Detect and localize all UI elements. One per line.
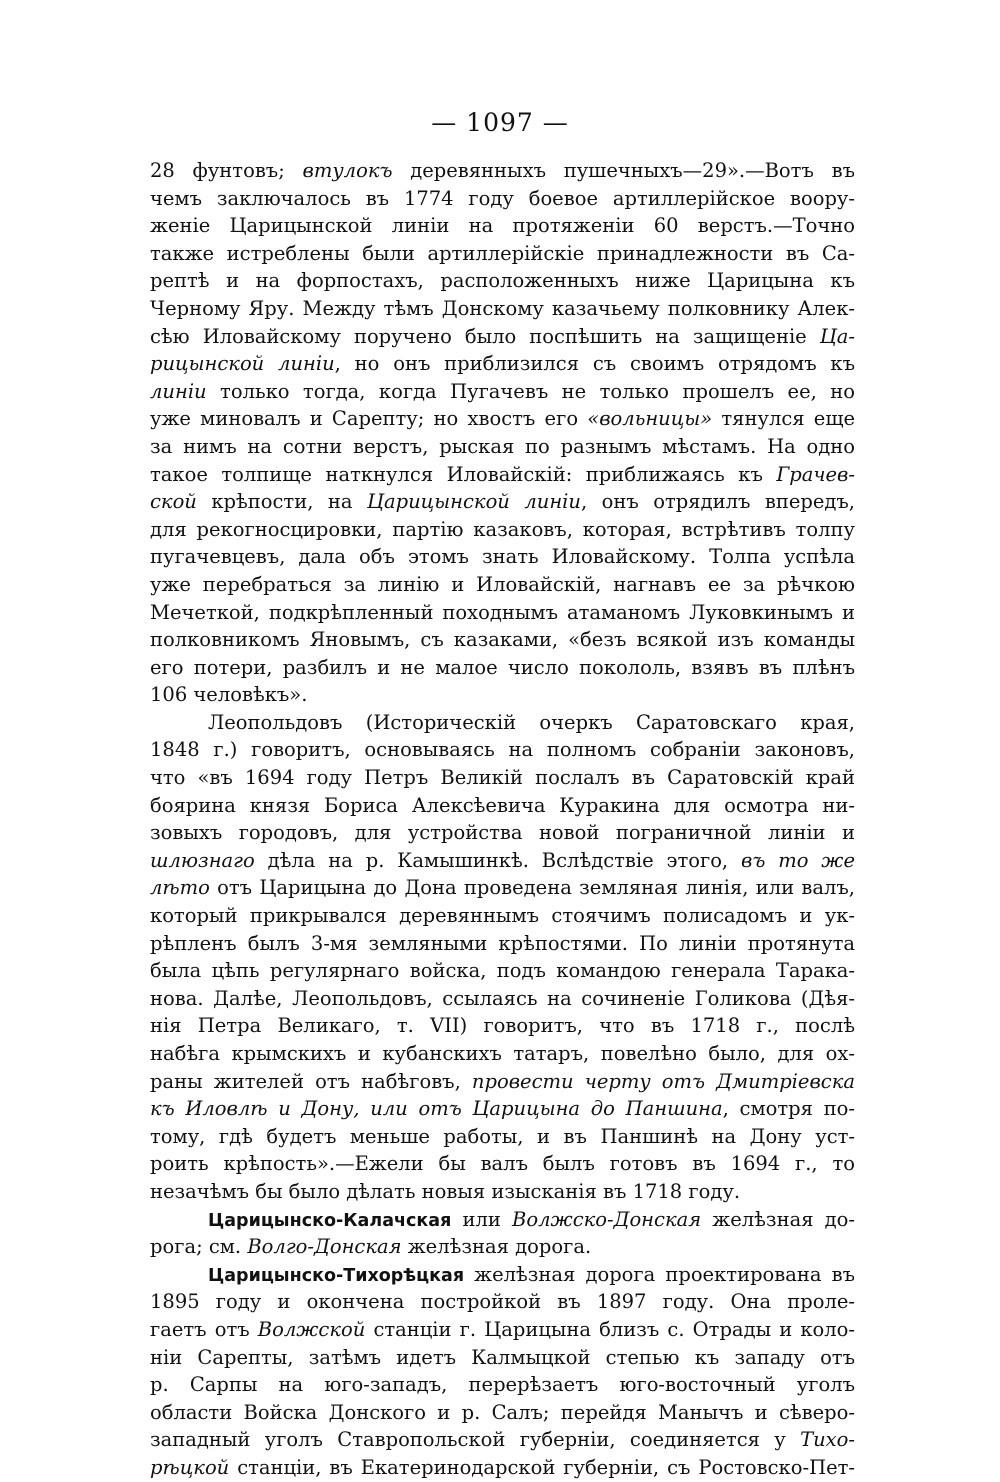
- text-run: для рекогносцировки, партію казаковъ, которая, встрѣтивъ толпу: [150, 517, 855, 541]
- text-line: [150, 1233, 855, 1261]
- text-run: женіе Царицынской линіи на протяженіи 60 верстъ.—Точно: [150, 214, 855, 238]
- text-run: , но онъ приблизился съ своимъ отрядомъ къ: [334, 352, 856, 376]
- italic-run: Волго-Донская: [247, 1235, 402, 1259]
- text-run: тянулся еще: [712, 407, 855, 431]
- text-run: тому, гдѣ будетъ меньше работы, и въ Паншинѣ на Дону уст-: [150, 1124, 855, 1148]
- text-line: [150, 1150, 855, 1178]
- text-line: [150, 930, 855, 958]
- text-run: раны жителей отъ набѣговъ,: [150, 1069, 472, 1093]
- text-run: набѣга крымскихъ и кубанскихъ татаръ, повелѣно было, для ох-: [150, 1042, 855, 1065]
- text-line: [150, 433, 855, 461]
- text-run: западный уголъ Ставропольской губерніи, соединяется у: [150, 1428, 801, 1452]
- italic-run: рицынской линіи: [150, 352, 335, 376]
- italic-run: шлюзнаго: [150, 848, 255, 872]
- entry-heading: Царицынско-Калачская: [208, 1210, 452, 1231]
- text-line: [150, 295, 855, 323]
- entry-heading: Царицынско-Тихорѣцкая: [208, 1265, 465, 1286]
- text-run: его потери, разбилъ и не малое число покололь, взявъ въ плѣнъ: [150, 655, 855, 679]
- text-line: [150, 792, 855, 820]
- text-run: , онъ отрядилъ впередъ,: [580, 490, 855, 514]
- text-line: [150, 957, 855, 985]
- italic-run: Царицынской линіи: [367, 490, 581, 514]
- text-run: чемъ заключалось въ 1774 году боевое артиллерійское воору-: [150, 186, 855, 210]
- text-run: 1895 году и окончена постройкой въ 1897 году. Она проле-: [150, 1290, 855, 1314]
- text-run: за нимъ на сотни верстъ, рыская по разнымъ мѣстамъ. На одно: [150, 434, 855, 458]
- text-run: незачѣмъ бы было дѣлать новыя изысканія въ 1718 году.: [150, 1179, 741, 1203]
- text-line: [150, 1344, 855, 1372]
- text-run: также истреблены были артиллерійскіе принадлежности въ Са-: [150, 241, 855, 265]
- page-number: — 1097 —: [431, 108, 569, 137]
- text-run: области Войска Донского и р. Салъ; перейдя Манычъ и сѣверо-: [150, 1400, 855, 1424]
- italic-run: Грачев-: [776, 462, 855, 486]
- text-line: [150, 626, 855, 654]
- text-run: Мечеткой, подкрѣпленный походнымъ атаманомъ Луковкинымъ и: [150, 600, 855, 624]
- text-run: который прикрывался деревяннымъ стоячимъ полисадомъ и ук-: [150, 904, 855, 928]
- text-run: Леопольдовъ (Историческій очеркъ Саратовскаго края,: [208, 710, 855, 734]
- text-line: [150, 599, 855, 627]
- text-run: рептѣ и на форпостахъ, расположенныхъ ниже Царицына къ: [150, 269, 855, 293]
- text-run: была цѣпь регулярнаго войска, подъ командою генерала Тарака-: [150, 959, 855, 983]
- text-line: [150, 323, 855, 351]
- text-line: [150, 654, 855, 682]
- text-line: [150, 1178, 855, 1206]
- text-run: пугачевцевъ, дала объ этомъ знать Иловайскому. Толпа успѣла: [150, 545, 855, 569]
- text-line: [150, 764, 855, 792]
- italic-run: лѣто: [150, 876, 210, 900]
- text-run: , смотря по-: [722, 1097, 855, 1121]
- italic-run: Волжско-Донская: [512, 1207, 702, 1231]
- italic-run: провести черту отъ Дмитріевска: [471, 1069, 855, 1093]
- text-line: [150, 378, 855, 406]
- text-line: [150, 1040, 855, 1068]
- text-line: [150, 1316, 855, 1344]
- text-line: [150, 1454, 855, 1482]
- text-line: [150, 1012, 855, 1040]
- body-text: [150, 157, 855, 1482]
- italic-run: втулокъ: [302, 159, 393, 182]
- text-run: боярина князя Бориса Алексѣевича Куракина для осмотра ни-: [150, 793, 855, 817]
- italic-run: къ Иловлѣ и Дону, или отъ Царицына до Паншина: [150, 1097, 723, 1121]
- text-line: [150, 212, 855, 240]
- text-run: 28 фунтовъ;: [150, 159, 303, 182]
- text-run: отъ Царицына до Дона проведена земляная линія, или валъ,: [209, 876, 855, 900]
- text-line: [150, 847, 855, 875]
- text-run: ніи Сарепты, затѣмъ идетъ Калмыцкой степью къ западу отъ: [150, 1345, 855, 1369]
- text-run: желѣзная дорога проектирована въ: [464, 1262, 855, 1286]
- text-run: станціи г. Царицына близъ с. Отрады и коло-: [365, 1317, 855, 1341]
- text-run: роить крѣпость».—Ежели бы валъ былъ готовъ въ 1694 г., то: [150, 1152, 855, 1176]
- text-line: [150, 681, 855, 709]
- italic-run: Тихо-: [800, 1428, 855, 1452]
- text-run: или: [451, 1207, 513, 1231]
- text-line: [150, 874, 855, 902]
- text-line: [150, 488, 855, 516]
- italic-run: «вольницы»: [587, 407, 713, 431]
- text-run: нія Петра Великаго, т. VII) говоритъ, что въ 1718 г., послѣ: [150, 1014, 855, 1038]
- text-run: станціи, въ Екатеринодарской губерніи, съ Ростовско-Пет-: [229, 1455, 855, 1479]
- italic-run: линіи: [150, 379, 207, 403]
- text-run: рѣпленъ былъ 3-мя земляными крѣпостями. По линіи протянута: [150, 931, 855, 955]
- text-run: дѣла на р. Камышинкѣ. Вслѣдствіе этого,: [254, 848, 741, 872]
- text-run: такое толпище наткнулся Иловайскій: приближаясь къ: [150, 462, 777, 486]
- text-run: рога; см.: [150, 1235, 248, 1259]
- text-run: только тогда, когда Пугачевъ не только прошелъ ее, но: [206, 379, 855, 403]
- text-line: [150, 461, 855, 489]
- text-line: [150, 516, 855, 544]
- text-run: деревянныхъ пушечныхъ—29».—Вотъ въ: [392, 159, 855, 182]
- text-line: [150, 350, 855, 378]
- text-line: [150, 1426, 855, 1454]
- text-line: [150, 405, 855, 433]
- text-line: [150, 543, 855, 571]
- text-line: [150, 709, 855, 737]
- text-line: [150, 1095, 855, 1123]
- text-line: [150, 985, 855, 1013]
- text-run: уже перебраться за линію и Иловайскій, нагнавъ ее за рѣчкою: [150, 572, 855, 596]
- text-line: [150, 819, 855, 847]
- text-run: что «въ 1694 году Петръ Великій послалъ въ Саратовскій край: [150, 766, 855, 790]
- text-line: [150, 185, 855, 213]
- text-run: Черному Яру. Между тѣмъ Донскому казачьему полковнику Алек-: [150, 296, 855, 320]
- text-line: [150, 1288, 855, 1316]
- text-run: гаетъ отъ: [150, 1317, 258, 1341]
- text-run: зовыхъ городовъ, для устройства новой пограничной линіи и: [150, 821, 855, 845]
- text-line: [150, 240, 855, 268]
- text-run: крѣпости, на: [196, 490, 367, 514]
- text-run: 106 человѣкъ».: [150, 683, 308, 707]
- text-line: [150, 1123, 855, 1151]
- text-run: полковникомъ Яновымъ, съ казаками, «безъ всякой изъ команды: [150, 628, 855, 652]
- text-line: [150, 1068, 855, 1096]
- text-run: р. Сарпы на юго-западъ, перерѣзаетъ юго-восточный уголъ: [150, 1373, 855, 1397]
- text-run: желѣзная до-: [701, 1207, 856, 1231]
- text-line: [150, 1206, 855, 1234]
- text-line: [150, 902, 855, 930]
- text-run: сѣю Иловайскому поручено было поспѣшить на защищеніе: [150, 324, 820, 348]
- text-run: 1848 г.) говоритъ, основываясь на полномъ собраніи законовъ,: [150, 738, 855, 762]
- text-run: нова. Далѣе, Леопольдовъ, ссылаясь на сочиненіе Голикова (Дѣя-: [150, 986, 855, 1010]
- text-line: [150, 267, 855, 295]
- italic-run: Ца-: [819, 324, 855, 348]
- italic-run: Волжской: [257, 1317, 366, 1341]
- text-line: [150, 571, 855, 599]
- italic-run: ской: [150, 490, 197, 514]
- italic-run: въ то же: [741, 848, 855, 872]
- text-line: [150, 1371, 855, 1399]
- text-line: [150, 157, 855, 185]
- text-run: желѣзная дорога.: [401, 1235, 592, 1259]
- italic-run: рѣцкой: [150, 1455, 230, 1479]
- text-line: [150, 1399, 855, 1427]
- text-run: уже миновалъ и Сарепту; но хвостъ его: [150, 407, 588, 431]
- text-line: [150, 1261, 855, 1289]
- text-line: [150, 736, 855, 764]
